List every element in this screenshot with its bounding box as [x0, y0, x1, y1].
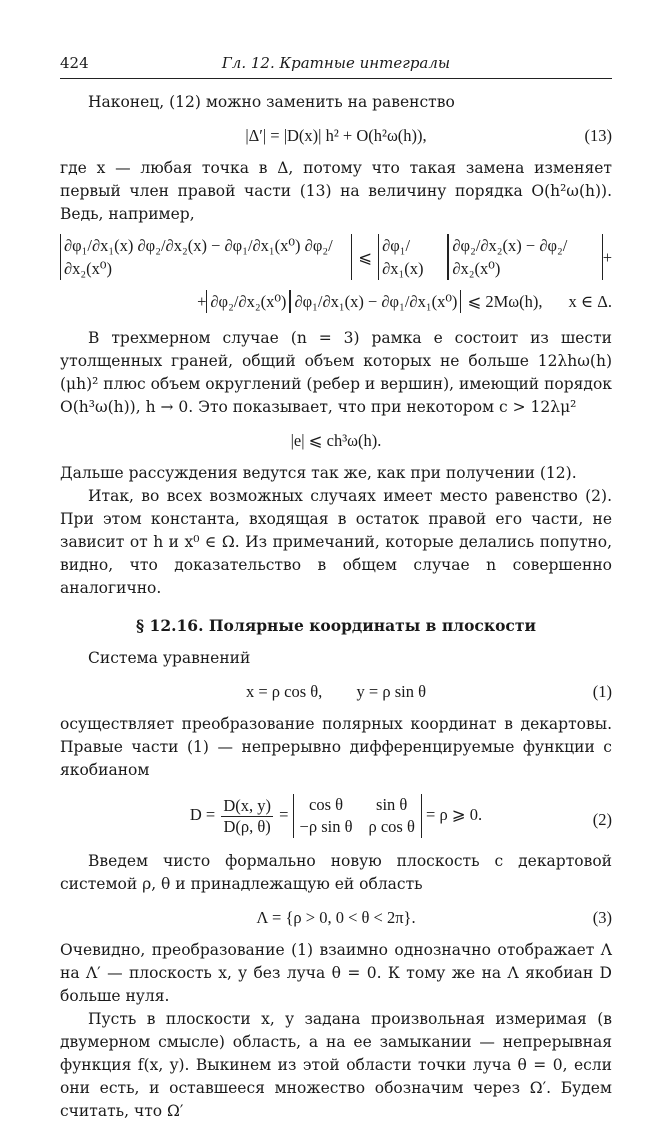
abs-diff-left: [60, 234, 352, 280]
equation-e: [60, 429, 612, 452]
equation-e-body: |e| ⩽ ch³ω(h).: [290, 431, 382, 450]
equation-1: [60, 680, 612, 703]
page-number: 424: [60, 54, 89, 72]
paragraph-introduce: Введем чисто формально новую плоскость с декартовой системой ρ, θ и принадлежащую ей область: [60, 852, 612, 893]
jacobian-determinant: [293, 794, 422, 838]
paragraph-thus: Итак, во всех возможных случаях имеет место равенство (2). При этом константа, входящая в остаток правой его части, не зависит от h и x⁰ ∈ Ω. Из примечаний, которые делались попутно, видно, что доказательство в общем случае n совершенно аналогично.: [60, 487, 612, 597]
paragraph-transform: осуществляет преобразование полярных координат в декартовы. Правые части (1) — непрерывно дифференцируемые функции с якобианом: [60, 715, 612, 779]
header-rule: [60, 78, 612, 79]
det-cell: ρ cos θ: [368, 817, 415, 836]
equation-13-number: (13): [584, 126, 612, 145]
equation-3: [60, 906, 612, 929]
paragraph-obvious: Очевидно, преобразование (1) взаимно однозначно отображает Λ на Λ′ — плоскость x, y без луча θ = 0. К тому же на Λ якобиан D больше нуля.: [60, 941, 612, 1005]
paragraph-3d: В трехмерном случае (n = 3) рамка e состоит из шести утолщенных граней, общий объем которых не больше 12λhω(h)(μh)² плюс объем округлений (ребер и вершин), имеющий порядок O(h³ω(h)), h → 0. Это показывает, что при некотором c > 12λμ²: [60, 329, 612, 416]
equation-13: [60, 124, 612, 147]
jacobian-denominator: D(ρ, θ): [223, 816, 271, 836]
equation-3-number: (3): [592, 908, 612, 927]
product-at-x: ∂φ₁/∂x₁(x) ∂φ₂/∂x₂(x): [64, 236, 207, 255]
equation-1-x: x = ρ cos θ,: [245, 682, 323, 701]
det-cell: cos θ: [309, 795, 344, 814]
abs-diff-partial-2: ∂φ₂/∂x₂(x) − ∂φ₂/∂x₂(x⁰): [448, 234, 602, 280]
abs-partial-1: ∂φ₁/∂x₁(x): [378, 234, 448, 280]
running-header: [60, 50, 612, 74]
inequality-line-1: ∂φ₁/∂x₁(x) ∂φ₂/∂x₂(x) − ∂φ₁/∂x₁(x⁰) ∂φ₂/∂x₂(x⁰) ⩽ ∂φ₁/∂x₁(x) ∂φ₂/∂x₂(x) − ∂φ₂/∂x₂(x⁰) +: [60, 234, 612, 280]
equation-13-body: |Δ′| = |D(x)| h² + O(h²ω(h)),: [245, 126, 427, 145]
inequality-bound: ⩽ 2Mω(h),: [467, 292, 543, 311]
equals-sign: =: [279, 804, 289, 824]
paragraph-after-13: где x — любая точка в Δ, потому что такая замена изменяет первый член правой части (13) на величину порядка O(h²ω(h)). Ведь, например,: [60, 159, 612, 223]
inequality-condition: x ∈ Δ.: [568, 292, 612, 311]
paragraph-system: Система уравнений: [88, 649, 251, 667]
paragraph-intro: Наконец, (12) можно заменить на равенство: [88, 93, 455, 111]
paragraph-further: Дальше рассуждения ведутся так же, как при получении (12).: [60, 464, 577, 482]
page-content: [60, 91, 612, 1123]
inequality-line-2: + ∂φ₂/∂x₂(x⁰) ∂φ₁/∂x₁(x) − ∂φ₁/∂x₁(x⁰) ⩽ 2Mω(h), x ∈ Δ.: [197, 292, 612, 311]
paragraph-last: Пусть в плоскости x, y задана произвольная измеримая (в двумерном смысле) область, а на ее замыкании — непрерывная функция f(x, y). Выкинем из этой области точки луча θ = 0, если они есть, и оставшееся множество обозначим через Ω′. Будем считать, что Ω′: [60, 1010, 612, 1120]
det-cell: −ρ sin θ: [299, 817, 353, 836]
leq-sign: ⩽: [358, 247, 373, 267]
jacobian-rhs: = ρ ⩾ 0.: [426, 804, 483, 824]
equation-2-number: (2): [592, 810, 612, 829]
product-at-x0: ∂φ₁/∂x₁(x⁰) ∂φ₂/∂x₂(x⁰): [64, 236, 333, 278]
minus-sign: −: [211, 236, 221, 255]
chapter-title: Гл. 12. Кратные интегралы: [221, 54, 451, 72]
jacobian-fraction: [221, 796, 273, 837]
equation-1-y: y = ρ sin θ: [356, 682, 426, 701]
equation-2: [60, 794, 612, 838]
det-cell: sin θ: [376, 795, 408, 814]
equation-3-body: Λ = {ρ > 0, 0 < θ < 2π}.: [256, 908, 416, 927]
abs-partial-2-x0: ∂φ₂/∂x₂(x⁰): [206, 290, 290, 313]
abs-diff-partial-1: ∂φ₁/∂x₁(x) − ∂φ₁/∂x₁(x⁰): [290, 290, 461, 313]
jacobian-lhs: D =: [189, 804, 216, 824]
jacobian-numerator: D(x, y): [223, 795, 271, 815]
section-title: § 12.16. Полярные координаты в плоскости: [136, 616, 536, 635]
equation-1-number: (1): [592, 682, 612, 701]
inequality-block: [60, 234, 612, 313]
